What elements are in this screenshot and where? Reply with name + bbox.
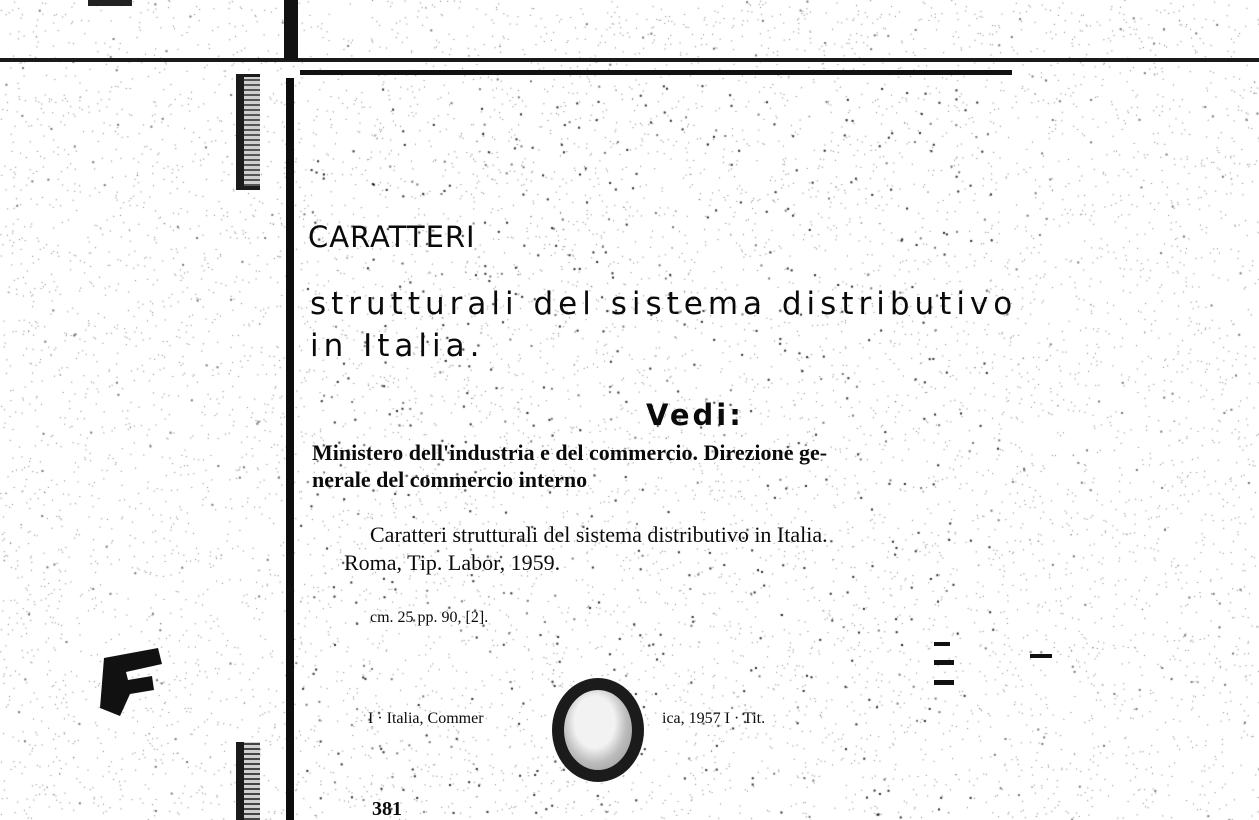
- collation: cm. 25 pp. 90, [2].: [370, 609, 489, 626]
- edge-mark: [88, 0, 132, 6]
- card-number: 381: [372, 798, 402, 820]
- margin-line-top: [284, 0, 298, 60]
- title-line-1: strutturali del sistema distributivo: [310, 286, 1018, 322]
- margin-dash: [934, 680, 954, 685]
- margin-dash: [934, 660, 954, 665]
- top-rule: [0, 58, 1259, 62]
- stamp-mark: [96, 646, 166, 718]
- card-heading: CARATTERI: [308, 220, 476, 254]
- subject-tracing-part-b: ica, 1957 I · Tit.: [662, 710, 766, 727]
- subject-tracing-part-a: I · Italia, Commer: [368, 710, 484, 727]
- see-reference-label: Vedi:: [646, 398, 744, 432]
- citation-line-2: Roma, Tip. Labor, 1959.: [344, 550, 561, 575]
- margin-dash: [1030, 654, 1052, 658]
- margin-dash: [934, 642, 950, 646]
- title-line-2: in Italia.: [310, 328, 485, 364]
- card-tab-upper: [236, 74, 260, 190]
- card-tab-lower: [236, 742, 260, 820]
- author-line-2: nerale del commercio interno: [312, 467, 588, 492]
- punch-hole: [552, 678, 644, 782]
- citation-line-1: Caratteri strutturali del sistema distributivo in Italia.: [370, 522, 828, 547]
- card-top-edge: [300, 70, 1012, 75]
- margin-line: [286, 78, 294, 820]
- author-line-1: Ministero dell'industria e del commercio. Direzione ge-: [312, 440, 828, 465]
